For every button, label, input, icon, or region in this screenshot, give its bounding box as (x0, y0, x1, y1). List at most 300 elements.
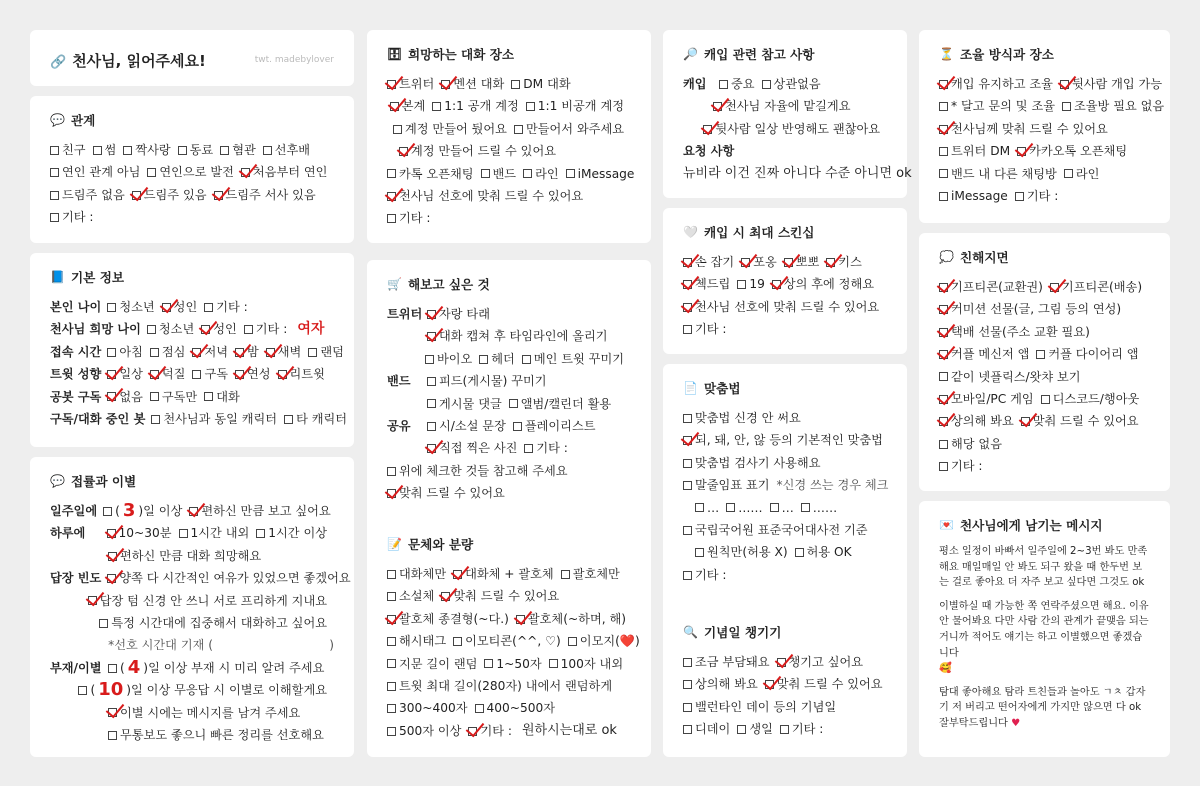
checkbox-icon[interactable] (427, 399, 436, 408)
checkbox-option[interactable] (939, 298, 1121, 320)
checked-box-icon[interactable] (192, 348, 201, 357)
checkbox-option[interactable] (1050, 276, 1142, 298)
checkbox-option[interactable]: ( 3 ) 일 이상 (103, 500, 182, 522)
checkbox-icon[interactable] (939, 102, 948, 111)
checkbox-option[interactable] (468, 720, 512, 742)
checkbox-icon[interactable] (107, 348, 116, 357)
checkbox-icon[interactable] (1062, 102, 1071, 111)
checkbox-icon[interactable] (780, 725, 789, 734)
checkbox-option[interactable] (719, 73, 755, 95)
checkbox-option[interactable] (683, 474, 770, 496)
checkbox-icon[interactable] (263, 146, 272, 155)
checked-box-icon[interactable] (150, 370, 159, 379)
checkbox-option[interactable] (50, 206, 94, 228)
checkbox-icon[interactable] (481, 169, 490, 178)
checkbox-icon[interactable] (192, 370, 201, 379)
checkbox-option[interactable] (453, 630, 561, 652)
checkbox-option[interactable] (284, 408, 347, 430)
checkbox-option[interactable] (683, 718, 730, 740)
checkbox-icon[interactable] (220, 146, 229, 155)
checked-box-icon[interactable] (266, 348, 275, 357)
checkbox-option[interactable] (387, 630, 446, 652)
checkbox-icon[interactable] (393, 125, 402, 134)
checkbox-option[interactable] (549, 653, 623, 675)
checkbox-icon[interactable] (50, 146, 59, 155)
checkbox-icon[interactable] (107, 303, 116, 312)
checkbox-option[interactable] (511, 73, 570, 95)
checkbox-option[interactable] (526, 95, 624, 117)
checkbox-option[interactable] (256, 522, 327, 544)
checkbox-icon[interactable] (387, 727, 396, 736)
checkbox-option[interactable] (524, 437, 568, 459)
checkbox-icon[interactable] (484, 659, 493, 668)
checkbox-option[interactable] (737, 273, 765, 295)
checkbox-icon[interactable] (683, 658, 692, 667)
checkbox-icon[interactable] (244, 325, 253, 334)
checkbox-option[interactable]: 편하신 만큼 보고 싶어요 (189, 500, 330, 522)
checkbox-option[interactable] (939, 95, 1055, 117)
checkbox-option[interactable] (939, 118, 1108, 140)
checkbox-icon[interactable] (1064, 169, 1073, 178)
checked-box-icon[interactable] (683, 303, 692, 312)
option-row (50, 139, 334, 161)
checkbox-option[interactable] (387, 207, 431, 229)
checkbox-option[interactable] (762, 73, 821, 95)
checkbox-icon[interactable] (387, 467, 396, 476)
checkbox-icon[interactable] (256, 529, 265, 538)
checkbox-option[interactable] (132, 184, 207, 206)
checked-box-icon[interactable] (399, 147, 408, 156)
checked-box-icon[interactable] (107, 529, 116, 538)
checkbox-option[interactable] (441, 585, 559, 607)
checked-box-icon[interactable] (939, 350, 948, 359)
checked-box-icon[interactable] (387, 80, 396, 89)
checked-box-icon[interactable] (387, 615, 396, 624)
checked-box-icon[interactable] (387, 192, 396, 201)
checkbox-option[interactable] (939, 321, 1090, 343)
checkbox-icon[interactable] (50, 213, 59, 222)
checkbox-icon[interactable] (762, 80, 771, 89)
checkbox-option[interactable] (147, 318, 194, 340)
checkbox-icon[interactable] (566, 169, 575, 178)
checkbox-icon[interactable] (695, 548, 704, 557)
checkbox-option[interactable] (481, 163, 517, 185)
checkbox-option[interactable] (683, 296, 879, 318)
checkbox-option[interactable] (150, 386, 197, 408)
checkbox-icon[interactable] (308, 348, 317, 357)
checkbox-option[interactable] (107, 341, 143, 363)
checkbox-option[interactable] (108, 702, 300, 724)
checkbox-icon[interactable] (179, 529, 188, 538)
checkbox-icon[interactable] (683, 459, 692, 468)
checkbox-icon[interactable] (387, 214, 396, 223)
checked-box-icon[interactable] (453, 570, 462, 579)
checkbox-icon[interactable] (523, 169, 532, 178)
checkbox-option[interactable] (387, 608, 509, 630)
checkbox-option[interactable] (50, 161, 140, 183)
checked-box-icon[interactable] (1021, 417, 1030, 426)
checkbox-icon[interactable] (795, 548, 804, 557)
checkbox-icon[interactable] (387, 169, 396, 178)
checked-box-icon[interactable] (241, 168, 250, 177)
checkbox-icon[interactable] (683, 571, 692, 580)
checkbox-icon[interactable] (549, 659, 558, 668)
checkbox-option[interactable] (192, 363, 228, 385)
checkbox-icon[interactable] (50, 191, 59, 200)
checkbox-option[interactable] (235, 363, 271, 385)
checkbox-option[interactable] (427, 437, 517, 459)
checkbox-icon[interactable] (427, 377, 436, 386)
checkbox-icon[interactable] (770, 503, 779, 512)
checkbox-option[interactable] (939, 388, 1034, 410)
checked-box-icon[interactable] (741, 258, 750, 267)
checkbox-option[interactable] (1021, 410, 1139, 432)
checkbox-icon[interactable] (147, 325, 156, 334)
checkbox-icon[interactable] (737, 280, 746, 289)
checkbox-option[interactable] (784, 251, 820, 273)
checkbox-icon[interactable] (1015, 192, 1024, 201)
checkbox-option[interactable] (780, 718, 824, 740)
checkbox-icon[interactable] (147, 168, 156, 177)
checkbox-option[interactable]: ( 10 ) 일 이상 무응답 시 이별로 이해할게요 (78, 679, 327, 701)
checkbox-option[interactable] (50, 139, 86, 161)
checkbox-icon[interactable] (683, 725, 692, 734)
checkbox-icon[interactable] (939, 192, 948, 201)
checkbox-option[interactable] (278, 363, 325, 385)
checkbox-option[interactable] (88, 590, 327, 612)
checkbox-option[interactable] (683, 519, 868, 541)
checkbox-option[interactable] (683, 651, 770, 673)
checkbox-option[interactable] (427, 325, 608, 347)
checkbox-option[interactable] (241, 161, 328, 183)
checkbox-option[interactable] (522, 348, 624, 370)
checked-box-icon[interactable] (703, 125, 712, 134)
checkbox-option[interactable] (695, 497, 719, 519)
checkbox-icon[interactable] (683, 414, 692, 423)
checkbox-option[interactable] (801, 497, 837, 519)
checkbox-option[interactable] (399, 140, 556, 162)
checkbox-option[interactable] (939, 276, 1043, 298)
checkbox-option[interactable] (713, 95, 850, 117)
checkbox-option[interactable] (765, 673, 883, 695)
checkbox-option[interactable]: ( 4 ) 일 이상 부재 시 미리 알려 주세요 (108, 657, 324, 679)
checkbox-icon[interactable] (939, 169, 948, 178)
checkbox-option[interactable] (683, 318, 727, 340)
checkbox-option[interactable] (1060, 73, 1162, 95)
checkbox-option[interactable] (93, 139, 117, 161)
checkbox-option[interactable] (387, 563, 446, 585)
checkbox-option[interactable] (204, 296, 248, 318)
checked-box-icon[interactable] (278, 370, 287, 379)
checkbox-option[interactable] (441, 73, 504, 95)
checkbox-option[interactable] (737, 718, 773, 740)
checkbox-icon[interactable] (425, 355, 434, 364)
checkbox-option[interactable] (427, 415, 506, 437)
checkbox-option[interactable] (123, 139, 170, 161)
checkbox-option[interactable] (107, 567, 350, 589)
checked-box-icon[interactable] (1050, 283, 1059, 292)
checkbox-option[interactable] (393, 118, 507, 140)
checkbox-icon[interactable] (509, 399, 518, 408)
checkbox-option[interactable] (939, 455, 983, 477)
checked-box-icon[interactable] (162, 303, 171, 312)
checkbox-option[interactable] (147, 161, 234, 183)
checkbox-option[interactable] (683, 273, 730, 295)
checkbox-icon[interactable] (475, 704, 484, 713)
checked-box-icon[interactable] (1060, 80, 1069, 89)
checkbox-option[interactable] (107, 386, 143, 408)
checkbox-option[interactable] (479, 348, 515, 370)
checked-box-icon[interactable] (427, 310, 436, 319)
checkbox-icon[interactable] (387, 704, 396, 713)
checkbox-icon[interactable] (683, 680, 692, 689)
checked-box-icon[interactable] (235, 370, 244, 379)
checkbox-icon[interactable] (683, 481, 692, 490)
checked-box-icon[interactable] (468, 727, 477, 736)
checked-box-icon[interactable] (108, 708, 117, 717)
checkbox-icon[interactable] (150, 392, 159, 401)
checkbox-icon[interactable] (453, 637, 462, 646)
checkbox-option[interactable] (107, 522, 172, 544)
checked-box-icon[interactable] (939, 125, 948, 134)
checked-box-icon[interactable] (88, 596, 97, 605)
checkbox-option[interactable] (204, 386, 240, 408)
checked-box-icon[interactable] (1017, 147, 1026, 156)
checked-box-icon[interactable] (107, 574, 116, 583)
checkbox-icon[interactable] (939, 462, 948, 471)
checkbox-option[interactable] (425, 348, 472, 370)
checkbox-icon[interactable] (726, 503, 735, 512)
checkbox-option[interactable] (513, 415, 596, 437)
checkbox-icon[interactable] (939, 440, 948, 449)
checked-box-icon[interactable] (777, 658, 786, 667)
checkbox-icon[interactable] (284, 415, 293, 424)
checkbox-option[interactable] (427, 393, 502, 415)
checkbox-option[interactable] (683, 407, 801, 429)
checkbox-option[interactable] (561, 563, 620, 585)
checkbox-option[interactable] (387, 675, 612, 697)
checked-box-icon[interactable] (427, 444, 436, 453)
checkbox-icon[interactable] (108, 731, 117, 740)
checked-box-icon[interactable] (939, 395, 948, 404)
checkbox-icon[interactable] (514, 125, 523, 134)
checkbox-icon[interactable] (387, 637, 396, 646)
checkbox-icon[interactable] (387, 570, 396, 579)
checkbox-option[interactable] (387, 697, 468, 719)
checked-box-icon[interactable] (441, 592, 450, 601)
checked-box-icon[interactable] (939, 80, 948, 89)
checkbox-option[interactable] (514, 118, 624, 140)
checkbox-icon[interactable] (511, 80, 520, 89)
checkbox-option[interactable] (453, 563, 554, 585)
checkbox-option[interactable] (939, 343, 1029, 365)
checkbox-icon[interactable] (561, 570, 570, 579)
checkbox-option[interactable] (777, 651, 864, 673)
checked-box-icon[interactable] (939, 417, 948, 426)
checked-box-icon[interactable] (107, 392, 116, 401)
checkbox-option[interactable] (683, 673, 758, 695)
checkbox-option[interactable] (192, 341, 228, 363)
checkbox-icon[interactable] (526, 102, 535, 111)
checkbox-option[interactable] (220, 139, 256, 161)
checkbox-icon[interactable] (427, 422, 436, 431)
checkbox-icon[interactable] (178, 146, 187, 155)
checkbox-icon[interactable] (1041, 395, 1050, 404)
checkbox-icon[interactable] (524, 444, 533, 453)
checkbox-option[interactable] (235, 341, 259, 363)
checkbox-icon[interactable] (683, 325, 692, 334)
checkbox-option[interactable] (1062, 95, 1164, 117)
checkbox-option[interactable] (568, 630, 640, 652)
checkbox-icon[interactable] (387, 659, 396, 668)
checkbox-option[interactable] (387, 482, 505, 504)
checkbox-option[interactable] (695, 541, 788, 563)
checkbox-option[interactable] (1064, 163, 1100, 185)
checkbox-option[interactable] (939, 410, 1014, 432)
checked-box-icon[interactable] (387, 489, 396, 498)
checkbox-icon[interactable] (123, 146, 132, 155)
checkbox-option[interactable] (683, 564, 727, 586)
checkbox-option[interactable] (107, 296, 154, 318)
checkbox-option[interactable] (150, 363, 186, 385)
checkbox-option[interactable] (741, 251, 777, 273)
checkbox-icon[interactable] (50, 168, 59, 177)
checked-box-icon[interactable] (107, 370, 116, 379)
checkbox-option[interactable] (939, 140, 1010, 162)
checkbox-option[interactable] (214, 184, 316, 206)
checkbox-icon[interactable] (93, 146, 102, 155)
checkbox-option[interactable] (939, 185, 1008, 207)
checkbox-option[interactable] (566, 163, 635, 185)
checkbox-option[interactable] (99, 612, 327, 634)
checked-box-icon[interactable] (235, 348, 244, 357)
checkbox-option[interactable] (244, 318, 288, 340)
checkbox-icon[interactable] (151, 415, 160, 424)
checkbox-option[interactable] (162, 296, 198, 318)
checked-box-icon[interactable] (713, 102, 722, 111)
checkbox-icon[interactable] (387, 592, 396, 601)
checked-box-icon[interactable] (683, 436, 692, 445)
checkbox-option[interactable] (516, 608, 626, 630)
checkbox-option[interactable] (108, 724, 324, 746)
checkbox-option[interactable] (387, 185, 583, 207)
checked-box-icon[interactable] (201, 325, 210, 334)
checkbox-icon[interactable] (99, 619, 108, 628)
checked-box-icon[interactable] (683, 258, 692, 267)
checkbox-option[interactable] (683, 452, 820, 474)
checkbox-option[interactable] (107, 363, 143, 385)
checkbox-option[interactable] (390, 95, 426, 117)
checkbox-icon[interactable] (683, 703, 692, 712)
checkbox-icon[interactable] (1036, 350, 1045, 359)
checkbox-option[interactable] (201, 318, 237, 340)
checkbox-option[interactable] (683, 429, 883, 451)
checkbox-option[interactable] (387, 73, 434, 95)
checkbox-icon[interactable] (801, 503, 810, 512)
checked-box-icon[interactable] (683, 280, 692, 289)
checkbox-option[interactable] (387, 460, 568, 482)
checkbox-option[interactable] (683, 696, 836, 718)
checkbox-option[interactable] (726, 497, 762, 519)
checked-box-icon[interactable] (939, 305, 948, 314)
checkbox-icon[interactable] (568, 637, 577, 646)
checked-box-icon[interactable] (826, 258, 835, 267)
checkbox-option[interactable] (772, 273, 874, 295)
checkbox-icon[interactable] (479, 355, 488, 364)
checkbox-icon[interactable] (737, 725, 746, 734)
checkbox-option[interactable] (387, 653, 477, 675)
checkbox-icon[interactable] (204, 392, 213, 401)
checkbox-icon[interactable] (513, 422, 522, 431)
checkbox-option[interactable] (387, 585, 434, 607)
checkbox-option[interactable] (939, 163, 1057, 185)
checked-box-icon[interactable] (390, 102, 399, 111)
checkbox-option[interactable] (703, 118, 880, 140)
checked-box-icon[interactable] (441, 80, 450, 89)
checkbox-option[interactable]: 편하신 만큼 대화 희망해요 (108, 545, 261, 567)
checked-box-icon[interactable] (132, 191, 141, 200)
checkbox-option[interactable] (939, 366, 1081, 388)
checkbox-option[interactable] (795, 541, 852, 563)
checked-box-icon[interactable] (772, 280, 781, 289)
checkbox-option[interactable] (387, 163, 474, 185)
checkbox-icon[interactable] (939, 372, 948, 381)
checkbox-icon[interactable] (387, 682, 396, 691)
checkbox-option[interactable] (770, 497, 794, 519)
checkbox-icon[interactable] (522, 355, 531, 364)
checked-box-icon[interactable] (939, 328, 948, 337)
checkbox-option[interactable] (427, 303, 490, 325)
checkbox-icon[interactable] (719, 80, 728, 89)
checkbox-icon[interactable] (204, 303, 213, 312)
checked-box-icon[interactable] (427, 332, 436, 341)
checkbox-option[interactable] (939, 73, 1053, 95)
checked-box-icon[interactable] (214, 191, 223, 200)
checkbox-icon[interactable] (695, 503, 704, 512)
checkbox-option[interactable] (266, 341, 302, 363)
checkbox-option[interactable] (1015, 185, 1059, 207)
checkbox-option[interactable] (484, 653, 541, 675)
checkbox-option[interactable] (151, 408, 277, 430)
checkbox-option[interactable] (50, 184, 125, 206)
checked-box-icon[interactable] (784, 258, 793, 267)
checkbox-option[interactable] (178, 139, 214, 161)
checkbox-icon[interactable] (150, 348, 159, 357)
checkbox-option[interactable] (150, 341, 186, 363)
checked-box-icon[interactable] (516, 615, 525, 624)
checkbox-option[interactable] (523, 163, 559, 185)
checked-box-icon[interactable] (939, 283, 948, 292)
checkbox-option[interactable] (308, 341, 344, 363)
checkbox-option[interactable] (432, 95, 518, 117)
checkbox-icon[interactable] (939, 147, 948, 156)
checkbox-option[interactable] (263, 139, 310, 161)
checkbox-option[interactable] (1017, 140, 1127, 162)
checkbox-option[interactable] (1036, 343, 1138, 365)
checkbox-option[interactable] (427, 370, 547, 392)
option-row (683, 318, 887, 340)
checkbox-option[interactable] (939, 433, 1002, 455)
checkbox-icon[interactable] (432, 102, 441, 111)
checkbox-icon[interactable] (683, 526, 692, 535)
checkbox-option[interactable] (509, 393, 611, 415)
checkbox-option[interactable] (475, 697, 556, 719)
checkbox-option[interactable] (826, 251, 862, 273)
checkbox-option[interactable] (1041, 388, 1140, 410)
checkbox-option[interactable] (179, 522, 250, 544)
checkbox-option[interactable] (387, 720, 461, 742)
checked-box-icon[interactable] (765, 680, 774, 689)
